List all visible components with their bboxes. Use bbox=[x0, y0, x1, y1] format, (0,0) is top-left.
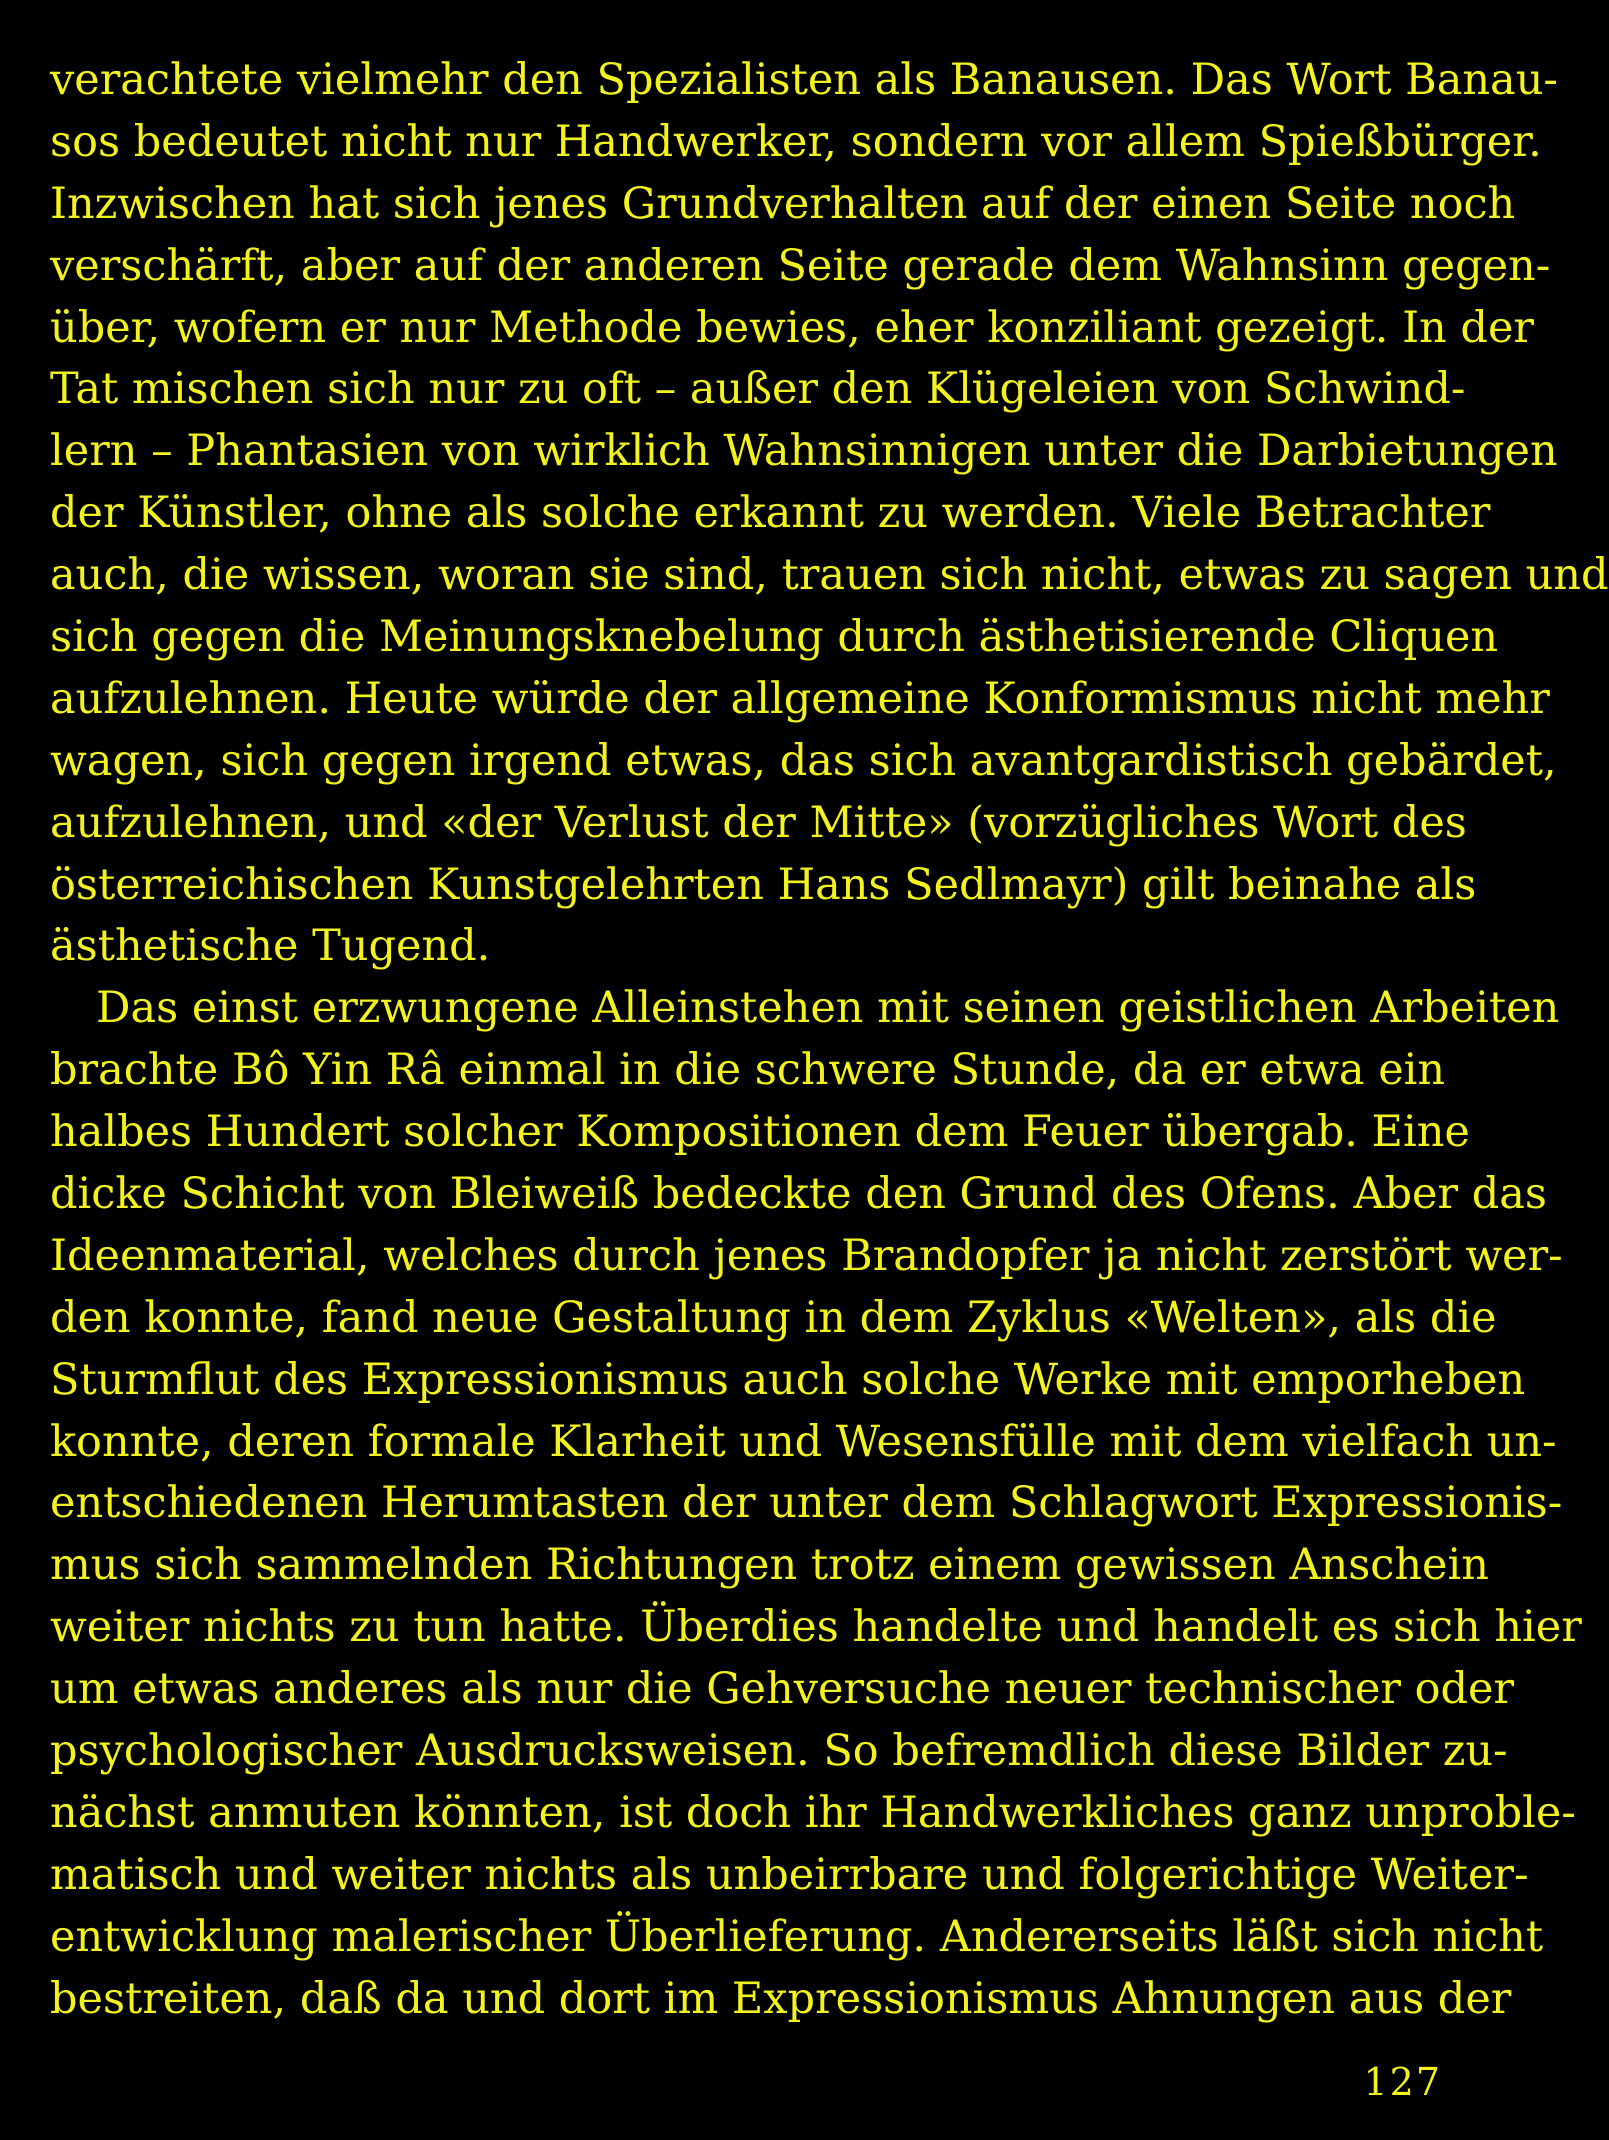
text-line: verachtete vielmehr den Spezialisten als Banausen. Das Wort Banau- bbox=[50, 55, 1558, 105]
text-line: entwicklung malerischer Überlieferung. Andererseits läßt sich nicht bbox=[50, 1911, 1544, 1962]
text-line: verschärft, aber auf der anderen Seite gerade dem Wahnsinn gegen- bbox=[50, 240, 1551, 291]
text-line: psychologischer Ausdrucksweisen. So befremdlich diese Bilder zu- bbox=[50, 1726, 1508, 1777]
text-line: sos bedeutet nicht nur Handwerker, sondern vor allem Spießbürger. bbox=[50, 116, 1542, 167]
text-line: ästhetische Tugend. bbox=[50, 921, 491, 972]
text-line: konnte, deren formale Klarheit und Wesensfülle mit dem vielfach un- bbox=[50, 1416, 1557, 1467]
text-line: Ideenmaterial, welches durch jenes Brandopfer ja nicht zerstört wer- bbox=[50, 1230, 1563, 1281]
text-line: matisch und weiter nichts als unbeirrbare und folgerichtige Weiter- bbox=[50, 1849, 1529, 1900]
text-line: halbes Hundert solcher Kompositionen dem Feuer übergab. Eine bbox=[50, 1107, 1470, 1158]
text-line: bestreiten, daß da und dort im Expressionismus Ahnungen aus der bbox=[50, 1973, 1512, 2024]
paragraph-1 bbox=[50, 50, 1609, 978]
body-text bbox=[50, 50, 1609, 2031]
text-line: nächst anmuten könnten, ist doch ihr Handwerkliches ganz unproble- bbox=[50, 1787, 1576, 1838]
text-line: Inzwischen hat sich jenes Grundverhalten auf der einen Seite noch bbox=[50, 178, 1516, 229]
text-line: entschiedenen Herumtasten der unter dem Schlagwort Expressionis- bbox=[50, 1478, 1563, 1529]
text-line: sich gegen die Meinungsknebelung durch ästhetisierende Cliquen bbox=[50, 612, 1499, 663]
text-line: lern – Phantasien von wirklich Wahnsinnigen unter die Darbietungen bbox=[50, 426, 1558, 477]
text-line: auch, die wissen, woran sie sind, trauen sich nicht, etwas zu sagen und bbox=[50, 550, 1609, 601]
text-line: österreichischen Kunstgelehrten Hans Sedlmayr) gilt beinahe als bbox=[50, 859, 1477, 910]
text-line: Das einst erzwungene Alleinstehen mit seinen geistlichen Arbeiten bbox=[96, 983, 1560, 1034]
text-line: weiter nichts zu tun hatte. Überdies handelte und handelt es sich hier bbox=[50, 1602, 1582, 1653]
text-line: Tat mischen sich nur zu oft – außer den Klügeleien von Schwind- bbox=[50, 364, 1466, 415]
paragraph-2 bbox=[50, 978, 1582, 2030]
text-line: dicke Schicht von Bleiweiß bedeckte den Grund des Ofens. Aber das bbox=[50, 1169, 1547, 1220]
text-line: aufzulehnen, und «der Verlust der Mitte» (vorzügliches Wort des bbox=[50, 797, 1467, 848]
text-line: um etwas anderes als nur die Gehversuche neuer technischer oder bbox=[50, 1664, 1515, 1715]
text-line: brachte Bô Yin Râ einmal in die schwere Stunde, da er etwa ein bbox=[50, 1045, 1446, 1096]
text-line: der Künstler, ohne als solche erkannt zu werden. Viele Betrachter bbox=[50, 488, 1491, 539]
text-line: mus sich sammelnden Richtungen trotz einem gewissen Anschein bbox=[50, 1540, 1489, 1591]
text-line: über, wofern er nur Methode bewies, eher konziliant gezeigt. In der bbox=[50, 302, 1534, 353]
text-line: aufzulehnen. Heute würde der allgemeine Konformismus nicht mehr bbox=[50, 673, 1550, 724]
text-line: wagen, sich gegen irgend etwas, das sich avantgardistisch gebärdet, bbox=[50, 735, 1557, 786]
text-line: den konnte, fand neue Gestaltung in dem Zyklus «Welten», als die bbox=[50, 1292, 1497, 1343]
page-number: 127 bbox=[1363, 2060, 1442, 2104]
text-line: Sturmflut des Expressionismus auch solche Werke mit emporheben bbox=[50, 1354, 1526, 1405]
